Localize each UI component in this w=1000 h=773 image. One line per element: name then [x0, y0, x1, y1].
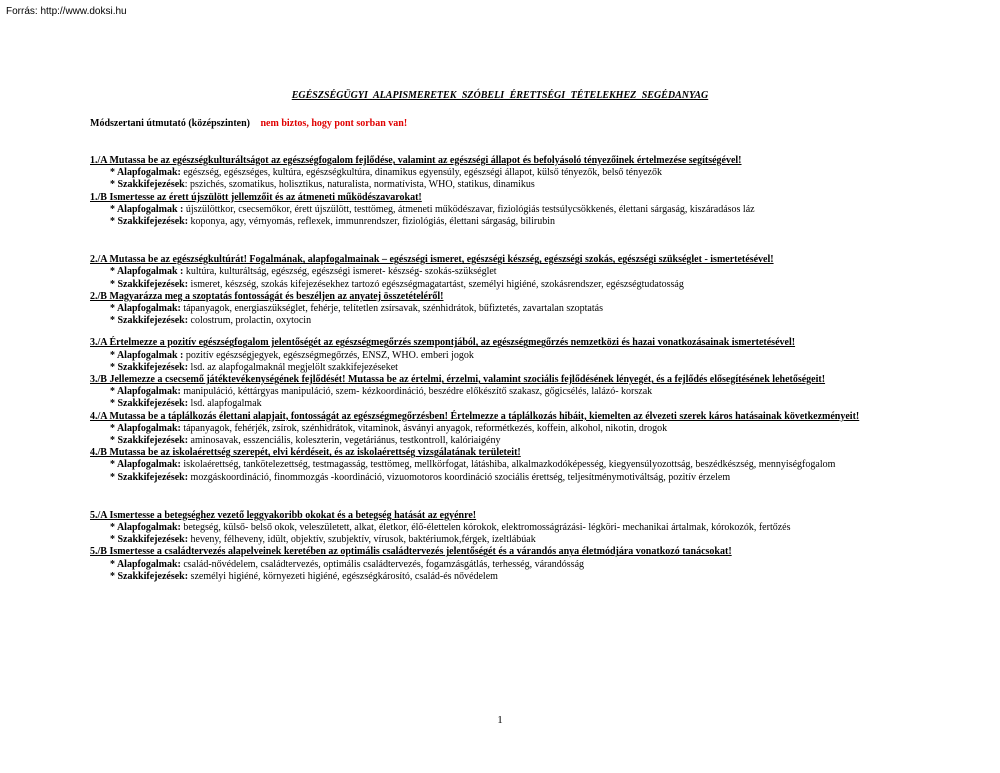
method-label: Módszertani útmutató (középszinten)	[90, 118, 250, 129]
item-key: * Szakkifejezések:	[110, 398, 189, 410]
item-key: * Szakkifejezések:	[110, 435, 189, 447]
item-text: újszülöttkor, csecsemőkor, érett újszülött, testtömeg, átmeneti működészavar, fiziológiás testsúlycsökkenés, élettani sárgaság, kiszáradásos láz	[183, 203, 755, 215]
item-key: * Szakkifejezések:	[110, 534, 189, 546]
list-item	[90, 167, 910, 179]
item-key: * Szakkifejezések:	[110, 570, 189, 582]
item-key: * Alapfogalmak :	[110, 266, 184, 278]
item-text: : pszichés, szomatikus, holisztikus, naturalista, normatívista, WHO, statikus, dinamikus	[184, 179, 535, 191]
item-text: aminosavak, esszenciális, koleszterin, vegetáriánus, testkontroll, kalóriaigény	[188, 435, 501, 447]
item-text: betegség, külső- belső okok, veleszületett, alkat, életkor, élő-élettelen kórokok, elektromosságrázási- légköri- mechanikai ártalmak, kórokozók, fertőzés	[180, 522, 791, 534]
list-item	[90, 386, 910, 398]
item-key: * Szakkifejezések:	[110, 361, 189, 373]
section-heading: 3./A Értelmezze a pozitív egészségfogalom jelentőségét az egészségmegőrzés szempontjából, az egészségmegőrzés nemzetközi és hazai vonatkozásainak ismertetésével!	[90, 337, 796, 349]
page-number: 1	[497, 714, 503, 726]
item-key: * Szakkifejezések:	[110, 471, 189, 483]
list-item	[90, 350, 910, 362]
section-list	[90, 155, 910, 583]
section-heading: 1./B Ismertesse az érett újszülött jellemzőit és az átmeneti működészavarokat!	[90, 191, 422, 203]
section-5b	[90, 546, 910, 583]
method-line	[90, 118, 407, 129]
section-heading: 3./B Jellemezze a csecsemő játéktevékenységének fejlődését! Mutassa be az értelmi, érzelmi, valamint szociális fejlődésének lényegét, és a fejlődés elősegítésének lehetőségeit!	[90, 374, 826, 386]
item-key: * Alapfogalmak:	[110, 167, 181, 179]
source-line: Forrás: http://www.doksi.hu	[6, 6, 127, 17]
section-heading: 5./A Ismertesse a betegséghez vezető leggyakoribb okokat és a betegség hatását az egyénre!	[90, 509, 477, 521]
list-item	[90, 459, 910, 471]
section-heading: 1./A Mutassa be az egészségkulturáltságot az egészségfogalom fejlődése, valamint az egészségi állapot és befolyásoló tényezőinek értelmezése segítségével!	[90, 155, 742, 166]
section-2b	[90, 291, 910, 328]
section-4a	[90, 411, 910, 448]
item-text: lsd. az alapfogalmaknál megjelölt szakkifejezéseket	[188, 361, 398, 373]
section-heading: 2./A Mutassa be az egészségkultúrát! Fogalmának, alapfogalmainak – egészségi ismeret, egészségi készség, egészségi szokás, egészségi szükséglet - ismertetésével!	[90, 254, 774, 266]
item-key: * Szakkifejezések:	[110, 315, 189, 327]
item-text: colostrum, prolactin, oxytocin	[188, 315, 312, 327]
list-item	[90, 522, 910, 534]
item-text: tápanyagok, energiaszükséglet, fehérje, telítetlen zsírsavak, szénhidrátok, bűfiztetés, zavartalan szoptatás	[180, 303, 603, 315]
item-text: mozgáskoordináció, finommozgás -koordináció, vizuomotoros koordináció szociális érettség, teljesítménymotiváltság, pozitív érzelem	[188, 471, 731, 483]
list-item	[90, 559, 910, 571]
item-key: * Szakkifejezések:	[110, 216, 189, 228]
list-item	[90, 216, 910, 228]
item-text: manipuláció, kéttárgyas manipuláció, szem- kézkoordináció, beszédre előkészítő szakasz, gőgicsélés, lalázó- korszak	[180, 386, 653, 398]
section-heading: 4./A Mutassa be a táplálkozás élettani alapjait, fontosságát az egészségmegőrzésben! Értelmezze a táplálkozás hibáit, kiemelten az élvezeti szerek káros hatásainak következményeit!	[90, 410, 860, 422]
item-key: * Alapfogalmak:	[110, 386, 181, 398]
item-key: * Alapfogalmak:	[110, 522, 181, 534]
item-text: iskolaérettség, tankötelezettség, testmagasság, testtömeg, mellkörfogat, látáshiba, alkalmazkodóképesség, kiegyensúlyozottság, beszédkészség, mennyiségfogalom	[180, 459, 836, 471]
item-text: személyi higiéné, környezeti higiéné, egészségkárosító, család-és nővédelem	[188, 570, 498, 582]
item-key: * Alapfogalmak :	[110, 349, 184, 361]
list-item	[90, 534, 910, 546]
list-item	[90, 204, 910, 216]
item-text: pozitív egészségjegyek, egészségmegőrzés, ENSZ, WHO. emberi jogok	[183, 349, 474, 361]
list-item	[90, 362, 910, 374]
item-key: * Szakkifejezések	[110, 179, 185, 191]
list-item	[90, 315, 910, 327]
method-note: nem biztos, hogy pont sorban van!	[260, 118, 408, 129]
item-text: ismeret, készség, szokás kifejezésekhez tartozó egészségmagatartást, személyi higiéné, szokásrendszer, egészségtudatosság	[188, 278, 684, 290]
item-text: kultúra, kulturáltság, egészség, egészségi ismeret- készség- szokás-szükséglet	[183, 266, 497, 278]
section-heading: 4./B Mutassa be az iskolaérettség szerepét, elvi kérdéseit, és az iskolaérettség vizsgálatának területeit!	[90, 447, 521, 459]
item-key: * Szakkifejezések:	[110, 278, 189, 290]
item-key: * Alapfogalmak:	[110, 303, 181, 315]
section-1a	[90, 155, 910, 192]
list-item	[90, 472, 910, 484]
section-heading: 5./B Ismertesse a családtervezés alapelveinek keretében az optimális családtervezés jelentőségét és a várandós anya életmódjára vonatkozó tanácsokat!	[90, 546, 732, 558]
document-title: EGÉSZSÉGÜGYI ALAPISMERETEK SZÓBELI ÉRETTSÉGI TÉTELEKHEZ SEGÉDANYAG	[291, 90, 709, 101]
section-4b	[90, 447, 910, 484]
section-heading: 2./B Magyarázza meg a szoptatás fontosságát és beszéljen az anyatej összetételéről!	[90, 290, 444, 302]
item-text: koponya, agy, vérnyomás, reflexek, immunrendszer, fiziológiás, élettani sárgaság, bilirubin	[188, 216, 556, 228]
item-key: * Alapfogalmak:	[110, 422, 181, 434]
list-item	[90, 571, 910, 583]
item-key: * Alapfogalmak :	[110, 203, 184, 215]
list-item	[90, 423, 910, 435]
item-text: egészség, egészséges, kultúra, egészségkultúra, dinamikus egyensúly, egészségi állapot, külső tényezők, belső tényezők	[180, 167, 662, 179]
list-item	[90, 279, 910, 291]
list-item	[90, 398, 910, 410]
item-text: lsd. alapfogalmak	[188, 398, 262, 410]
section-3b	[90, 374, 910, 411]
list-item	[90, 435, 910, 447]
section-2a	[90, 254, 910, 291]
section-1b	[90, 192, 910, 229]
item-text: család-nővédelem, családtervezés, optimális családtervezés, fogamzásgátlás, terhesség, várandósság	[180, 558, 585, 570]
list-item	[90, 179, 910, 191]
item-text: heveny, félheveny, idült, objektív, szubjektív, vírusok, baktériumok,férgek, ízeltlábúak	[188, 534, 536, 546]
list-item	[90, 266, 910, 278]
item-text: tápanyagok, fehérjék, zsírok, szénhidrátok, vitaminok, ásványi anyagok, reformétkezés, koffein, alkohol, nikotin, drogok	[180, 422, 668, 434]
section-5a	[90, 510, 910, 547]
item-key: * Alapfogalmak:	[110, 459, 181, 471]
item-key: * Alapfogalmak:	[110, 558, 181, 570]
section-3a	[90, 337, 910, 374]
list-item	[90, 303, 910, 315]
